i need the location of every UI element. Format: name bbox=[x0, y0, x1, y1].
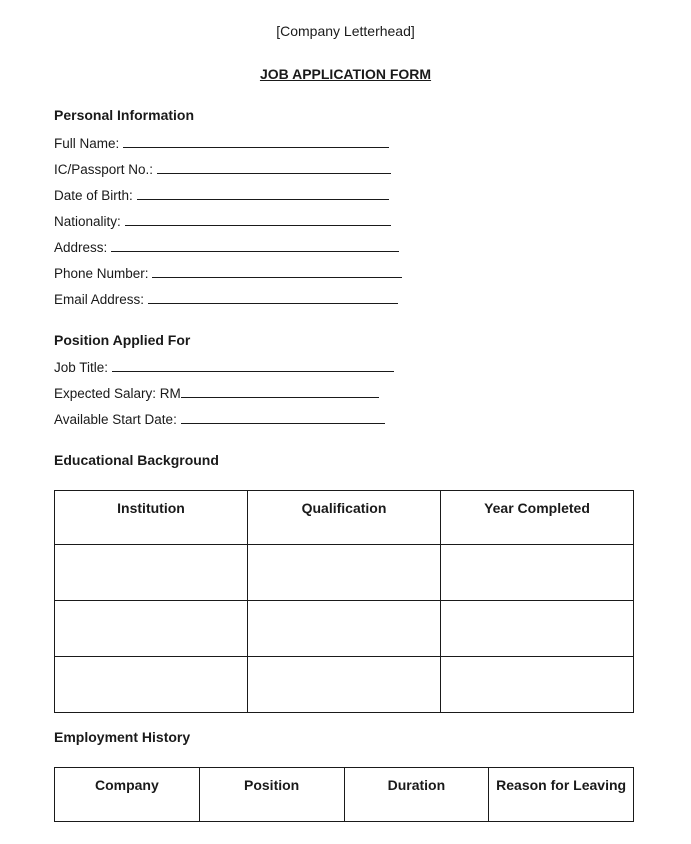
table-cell[interactable] bbox=[441, 601, 634, 657]
nationality-input-line[interactable] bbox=[125, 212, 391, 226]
table-cell[interactable] bbox=[441, 657, 634, 713]
education-table-row bbox=[55, 657, 634, 713]
nationality-label: Nationality: bbox=[54, 214, 121, 229]
phone-number-label: Phone Number: bbox=[54, 266, 149, 281]
table-cell[interactable] bbox=[55, 657, 248, 713]
institution-column-header: Institution bbox=[55, 491, 248, 545]
address-field[interactable] bbox=[54, 238, 399, 255]
company-letterhead: [Company Letterhead] bbox=[276, 23, 415, 39]
available-start-date-input-line[interactable] bbox=[181, 410, 385, 424]
personal-information-heading: Personal Information bbox=[54, 107, 195, 123]
table-cell[interactable] bbox=[55, 545, 248, 601]
full-name-input-line[interactable] bbox=[123, 134, 389, 148]
qualification-column-header: Qualification bbox=[248, 491, 441, 545]
expected-salary-label: Expected Salary: RM bbox=[54, 386, 181, 401]
email-address-label: Email Address: bbox=[54, 292, 145, 307]
date-of-birth-field[interactable] bbox=[54, 186, 389, 203]
employment-table bbox=[54, 767, 634, 822]
full-name-field[interactable] bbox=[54, 134, 389, 151]
email-address-field[interactable] bbox=[54, 290, 398, 307]
job-title-input-line[interactable] bbox=[112, 358, 394, 372]
company-column-header: Company bbox=[55, 768, 200, 822]
education-table-row bbox=[55, 601, 634, 657]
table-cell[interactable] bbox=[55, 601, 248, 657]
employment-table-header-row bbox=[55, 768, 634, 822]
table-cell[interactable] bbox=[248, 545, 441, 601]
reason-for-leaving-column-header: Reason for Leaving bbox=[489, 768, 634, 822]
ic-passport-field[interactable] bbox=[54, 160, 391, 177]
ic-passport-input-line[interactable] bbox=[157, 160, 391, 174]
education-table-header-row bbox=[55, 491, 634, 545]
date-of-birth-input-line[interactable] bbox=[137, 186, 389, 200]
available-start-date-field[interactable] bbox=[54, 410, 385, 427]
email-address-input-line[interactable] bbox=[148, 290, 398, 304]
ic-passport-label: IC/Passport No.: bbox=[54, 162, 154, 177]
position-column-header: Position bbox=[199, 768, 344, 822]
employment-history-heading: Employment History bbox=[54, 729, 191, 745]
expected-salary-field[interactable] bbox=[54, 384, 379, 401]
phone-number-field[interactable] bbox=[54, 264, 402, 281]
form-title: JOB APPLICATION FORM bbox=[259, 66, 432, 82]
phone-number-input-line[interactable] bbox=[152, 264, 402, 278]
date-of-birth-label: Date of Birth: bbox=[54, 188, 133, 203]
educational-background-heading: Educational Background bbox=[54, 452, 219, 468]
position-applied-heading: Position Applied For bbox=[54, 332, 191, 348]
job-title-field[interactable] bbox=[54, 358, 394, 375]
table-cell[interactable] bbox=[248, 601, 441, 657]
duration-column-header: Duration bbox=[344, 768, 489, 822]
available-start-date-label: Available Start Date: bbox=[54, 412, 177, 427]
full-name-label: Full Name: bbox=[54, 136, 120, 151]
address-input-line[interactable] bbox=[111, 238, 399, 252]
address-label: Address: bbox=[54, 240, 108, 255]
education-table bbox=[54, 490, 634, 713]
education-table-row bbox=[55, 545, 634, 601]
job-title-label: Job Title: bbox=[54, 360, 109, 375]
expected-salary-input-line[interactable] bbox=[181, 384, 379, 398]
year-completed-column-header: Year Completed bbox=[441, 491, 634, 545]
nationality-field[interactable] bbox=[54, 212, 391, 229]
table-cell[interactable] bbox=[248, 657, 441, 713]
table-cell[interactable] bbox=[441, 545, 634, 601]
